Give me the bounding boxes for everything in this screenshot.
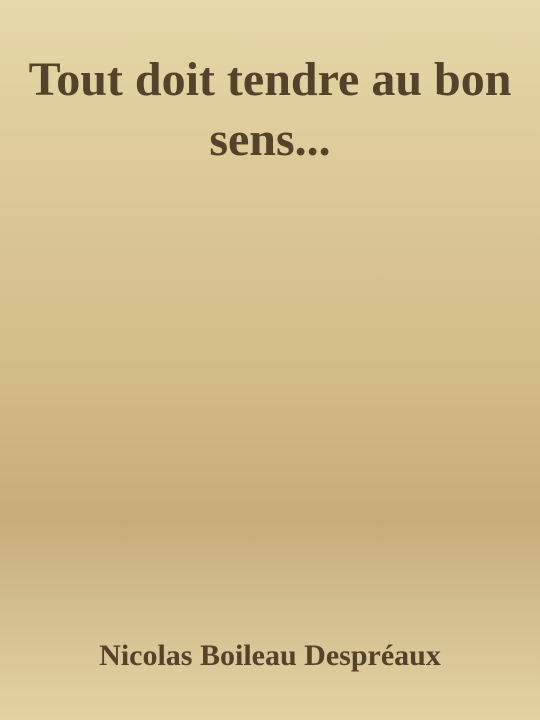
book-author: Nicolas Boileau Despréaux xyxy=(99,639,441,672)
book-title: Tout doit tendre au bon sens... xyxy=(28,53,512,166)
